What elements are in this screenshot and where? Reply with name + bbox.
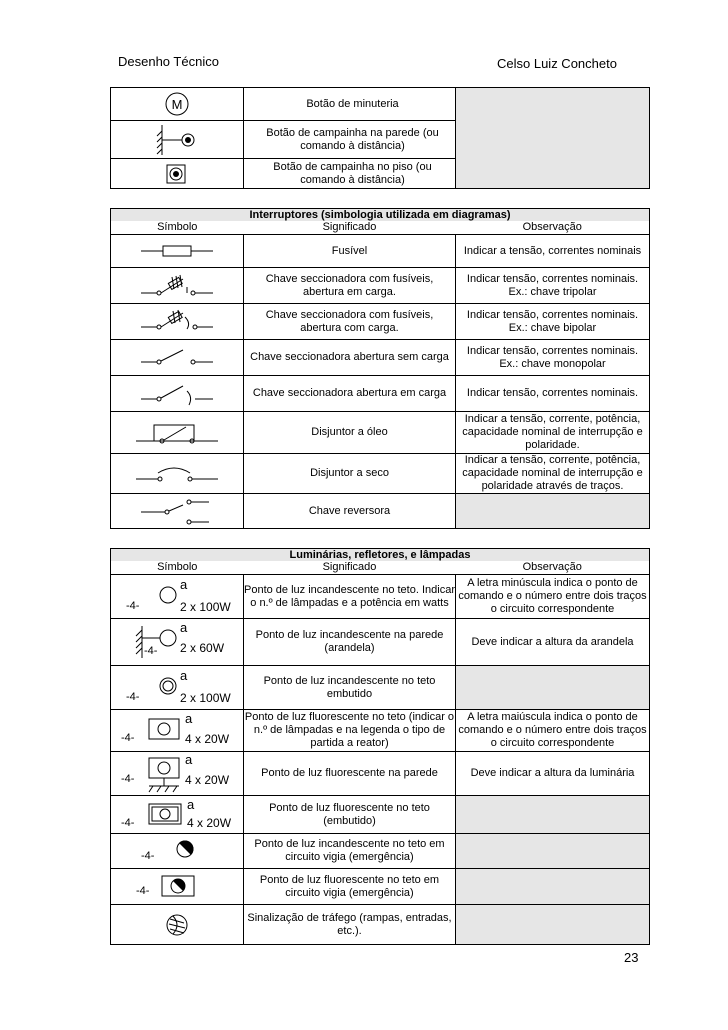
symbol-cell bbox=[111, 869, 244, 905]
command-letter: a bbox=[180, 667, 188, 683]
obs-cell bbox=[456, 666, 650, 710]
table-top bbox=[110, 87, 650, 189]
obs-cell bbox=[456, 796, 650, 834]
obs-cell bbox=[456, 88, 650, 189]
meaning-cell: Chave seccionadora abertura sem carga bbox=[244, 340, 456, 376]
meaning-cell: Ponto de luz fluorescente no teto (embutido) bbox=[244, 796, 456, 834]
circuit-label: -4- bbox=[121, 816, 135, 829]
table-row bbox=[111, 834, 650, 869]
header-left: Desenho Técnico bbox=[118, 54, 219, 69]
obs-cell bbox=[456, 494, 650, 529]
obs-cell: Deve indicar a altura da luminária bbox=[456, 752, 650, 796]
symbol-cell bbox=[111, 834, 244, 869]
symbol-cell bbox=[111, 121, 244, 159]
ceiling-incandescent-symbol bbox=[122, 577, 232, 617]
col-header-obs: Observação bbox=[456, 561, 650, 575]
table-row bbox=[111, 268, 650, 304]
obs-cell: Indicar tensão, correntes nominais. Ex.: chave bipolar bbox=[456, 304, 650, 340]
meaning-cell: Sinalização de tráfego (rampas, entradas, etc.). bbox=[244, 905, 456, 945]
command-letter: a bbox=[185, 710, 193, 726]
oil-breaker-symbol bbox=[132, 417, 222, 449]
col-header-meaning: Significado bbox=[244, 221, 456, 235]
meaning-cell: Botão de minuteria bbox=[244, 88, 456, 121]
symbol-cell bbox=[111, 412, 244, 454]
obs-cell: Indicar a tensão, corrente, potência, capacidade nominal de interrupção e polaridade através de traços. bbox=[456, 454, 650, 494]
obs-cell: Indicar tensão, correntes nominais. bbox=[456, 376, 650, 412]
table-row bbox=[111, 88, 650, 121]
meaning-cell: Ponto de luz incandescente no teto embutido bbox=[244, 666, 456, 710]
table-row bbox=[111, 619, 650, 666]
table-row bbox=[111, 304, 650, 340]
command-letter: a bbox=[185, 753, 193, 767]
symbol-cell bbox=[111, 454, 244, 494]
symbol-cell bbox=[111, 710, 244, 752]
obs-cell bbox=[456, 869, 650, 905]
fused-disconnector-bipolar-symbol bbox=[137, 307, 217, 337]
obs-cell: Indicar a tensão, corrente, potência, capacidade nominal de interrupção e polaridade. bbox=[456, 412, 650, 454]
col-header-symbol: Símbolo bbox=[111, 561, 244, 575]
ceiling-incandescent-embedded-symbol bbox=[122, 668, 232, 708]
header-right: Celso Luiz Concheto bbox=[497, 56, 617, 71]
command-letter: a bbox=[180, 622, 188, 635]
symbol-cell bbox=[111, 666, 244, 710]
power-label: 2 x 100W bbox=[180, 599, 231, 614]
meaning-cell: Ponto de luz fluorescente na parede bbox=[244, 752, 456, 796]
table-row bbox=[111, 905, 650, 945]
symbol-cell bbox=[111, 575, 244, 619]
meaning-cell: Botão de campainha na parede (ou comando à distância) bbox=[244, 121, 456, 159]
table-row bbox=[111, 796, 650, 834]
power-label: 4 x 20W bbox=[185, 772, 230, 787]
table-row bbox=[111, 666, 650, 710]
table-interruptores bbox=[110, 208, 650, 529]
col-header-obs: Observação bbox=[456, 221, 650, 235]
wall-bell-button-symbol bbox=[152, 123, 202, 157]
obs-cell: Indicar a tensão, correntes nominais bbox=[456, 235, 650, 268]
table-row bbox=[111, 454, 650, 494]
meaning-cell: Ponto de luz incandescente no teto. Indicar o n.º de lâmpadas e a potência em watts bbox=[244, 575, 456, 619]
circuit-label: -4- bbox=[126, 690, 140, 703]
section-title: Luminárias, refletores, e lâmpadas bbox=[111, 549, 650, 562]
meaning-cell: Disjuntor a seco bbox=[244, 454, 456, 494]
meaning-cell: Ponto de luz fluorescente no teto em circuito vigia (emergência) bbox=[244, 869, 456, 905]
circuit-label: -4- bbox=[144, 645, 158, 657]
symbol-cell bbox=[111, 304, 244, 340]
dry-breaker-symbol bbox=[132, 461, 222, 487]
fuse-symbol bbox=[137, 241, 217, 261]
meaning-cell: Chave seccionadora com fusíveis, abertura com carga. bbox=[244, 304, 456, 340]
disconnector-load-symbol bbox=[137, 381, 217, 407]
symbol-cell bbox=[111, 159, 244, 189]
power-label: 4 x 20W bbox=[187, 815, 232, 830]
meaning-cell: Chave seccionadora com fusíveis, abertura em carga. bbox=[244, 268, 456, 304]
traffic-signal-symbol bbox=[157, 909, 197, 941]
circuit-label: -4- bbox=[126, 599, 140, 612]
fused-disconnector-tripolar-symbol bbox=[137, 271, 217, 301]
floor-bell-button-symbol bbox=[162, 162, 192, 186]
obs-cell: Indicar tensão, correntes nominais. Ex.: chave monopolar bbox=[456, 340, 650, 376]
symbol-cell bbox=[111, 268, 244, 304]
col-header-meaning: Significado bbox=[244, 561, 456, 575]
obs-cell: A letra maiúscula indica o ponto de comando e o número entre dois traços o circuito correspondente bbox=[456, 710, 650, 752]
symbol-cell bbox=[111, 88, 244, 121]
obs-cell: A letra minúscula indica o ponto de comando e o número entre dois traços o circuito correspondente bbox=[456, 575, 650, 619]
col-header-symbol: Símbolo bbox=[111, 221, 244, 235]
power-label: 2 x 60W bbox=[180, 641, 225, 655]
symbol-cell bbox=[111, 376, 244, 412]
emergency-fluorescent-symbol bbox=[132, 872, 222, 902]
meaning-cell: Fusível bbox=[244, 235, 456, 268]
reversing-switch-symbol bbox=[137, 496, 217, 526]
table-row bbox=[111, 752, 650, 796]
ceiling-fluorescent-embedded-symbol bbox=[117, 798, 237, 832]
table-row bbox=[111, 412, 650, 454]
symbol-cell bbox=[111, 235, 244, 268]
circuit-label: -4- bbox=[121, 772, 135, 785]
table-row bbox=[111, 869, 650, 905]
meaning-cell: Botão de campainha no piso (ou comando à distância) bbox=[244, 159, 456, 189]
power-label: 4 x 20W bbox=[185, 731, 230, 746]
table-row bbox=[111, 376, 650, 412]
circuit-label: -4- bbox=[141, 850, 155, 862]
table-row bbox=[111, 710, 650, 752]
symbol-cell bbox=[111, 796, 244, 834]
symbol-cell bbox=[111, 494, 244, 529]
table-row bbox=[111, 494, 650, 529]
wall-fluorescent-symbol bbox=[117, 754, 237, 794]
table-luminarias bbox=[110, 548, 650, 945]
circuit-label: -4- bbox=[121, 731, 135, 744]
wall-incandescent-symbol bbox=[122, 622, 232, 662]
obs-cell: Indicar tensão, correntes nominais. Ex.: chave tripolar bbox=[456, 268, 650, 304]
meaning-cell: Ponto de luz fluorescente no teto (indicar o n.º de lâmpadas e na legenda o tipo de partida a reator) bbox=[244, 710, 456, 752]
symbol-cell bbox=[111, 619, 244, 666]
ceiling-fluorescent-symbol bbox=[117, 711, 237, 751]
minuteria-symbol bbox=[157, 90, 197, 118]
command-letter: a bbox=[180, 576, 188, 592]
emergency-incandescent-symbol bbox=[137, 835, 217, 867]
meaning-cell: Disjuntor a óleo bbox=[244, 412, 456, 454]
disconnector-no-load-symbol bbox=[137, 346, 217, 370]
symbol-cell bbox=[111, 752, 244, 796]
svg-text:M: M bbox=[171, 97, 183, 112]
meaning-cell: Chave seccionadora abertura em carga bbox=[244, 376, 456, 412]
power-label: 2 x 100W bbox=[180, 690, 231, 705]
symbol-cell bbox=[111, 340, 244, 376]
meaning-cell: Ponto de luz incandescente na parede (arandela) bbox=[244, 619, 456, 666]
circuit-label: -4- bbox=[136, 884, 150, 897]
table-row bbox=[111, 575, 650, 619]
obs-cell bbox=[456, 834, 650, 869]
meaning-cell: Ponto de luz incandescente no teto em circuito vigia (emergência) bbox=[244, 834, 456, 869]
obs-cell bbox=[456, 905, 650, 945]
table-row bbox=[111, 235, 650, 268]
obs-cell: Deve indicar a altura da arandela bbox=[456, 619, 650, 666]
section-title: Interruptores (simbologia utilizada em diagramas) bbox=[111, 209, 650, 222]
symbol-cell bbox=[111, 905, 244, 945]
meaning-cell: Chave reversora bbox=[244, 494, 456, 529]
page-number: 23 bbox=[624, 950, 639, 965]
table-row bbox=[111, 340, 650, 376]
command-letter: a bbox=[187, 797, 195, 812]
